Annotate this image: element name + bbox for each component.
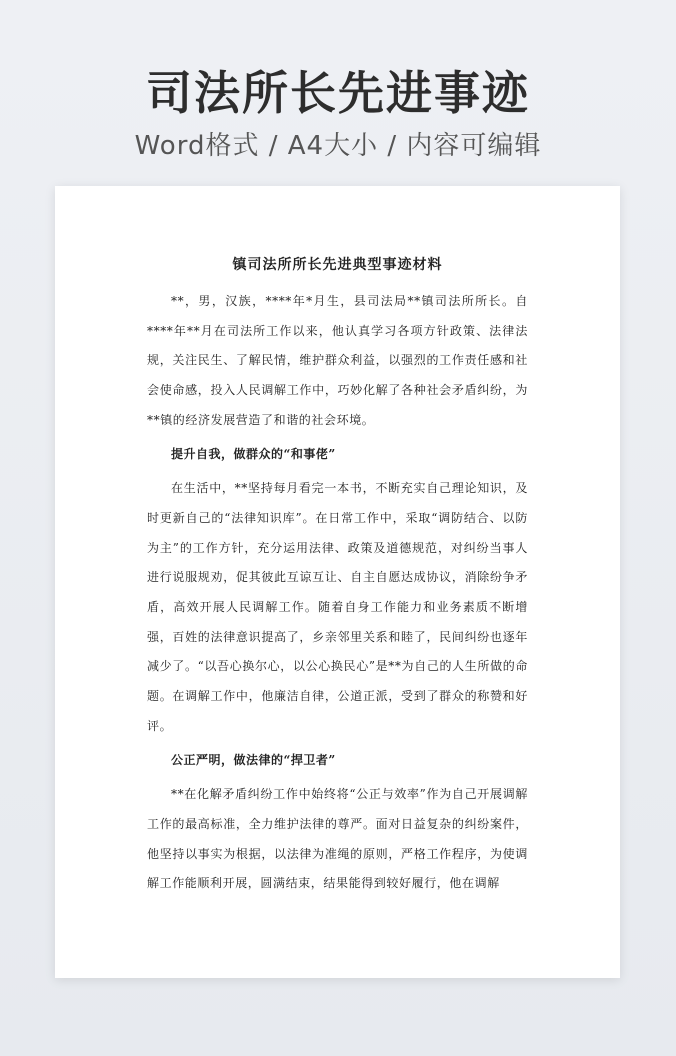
- banner: [0, 62, 676, 164]
- section-heading-1: 提升自我，做群众的“和事佬”: [171, 446, 336, 461]
- document-title: 镇司法所所长先进典型事迹材料: [232, 257, 443, 273]
- banner-subtitle: Word格式 / A4大小 / 内容可编辑: [134, 131, 542, 161]
- document-page: [55, 186, 620, 978]
- section-body-2: **在化解矛盾纠纷工作中始终将“公正与效率”作为自己开展调解工作的最高标准，全力维护法律的尊严。面对日益复杂的纠纷案件，他坚持以事实为根据，以法律为准绳的原则，严格工作程序，为使调解工作能顺利开展，圆满结束，结果能得到较好履行，他在调解: [147, 787, 528, 891]
- intro-paragraph: **，男，汉族，****年*月生，县司法局**镇司法所所长。自****年**月在司法所工作以来，他认真学习各项方针政策、法律法规，关注民生、了解民情，维护群众利益，以强烈的工作责任感和社会使命感，投入人民调解工作中，巧妙化解了各种社会矛盾纠纷，为**镇的经济发展营造了和谐的社会环境。: [147, 294, 528, 427]
- banner-title: 司法所长先进事迹: [146, 66, 530, 120]
- section-body-1: 在生活中，**坚持每月看完一本书，不断充实自己理论知识，及时更新自己的“法律知识库”。在日常工作中，采取“调防结合、以防为主”的工作方针，充分运用法律、政策及道德规范，对纠纷当事人进行说服规劝，促其彼此互谅互让、自主自愿达成协议，消除纷争矛盾，高效开展人民调解工作。随着自身工作能力和业务素质不断增强，百姓的法律意识提高了，乡亲邻里关系和睦了，民间纠纷也逐年减少了。“以吾心换尔心，以公心换民心”是**为自己的人生所做的命题。在调解工作中，他廉洁自律，公道正派，受到了群众的称赞和好评。: [147, 481, 528, 733]
- section-heading-2: 公正严明，做法律的“捍卫者”: [171, 752, 336, 767]
